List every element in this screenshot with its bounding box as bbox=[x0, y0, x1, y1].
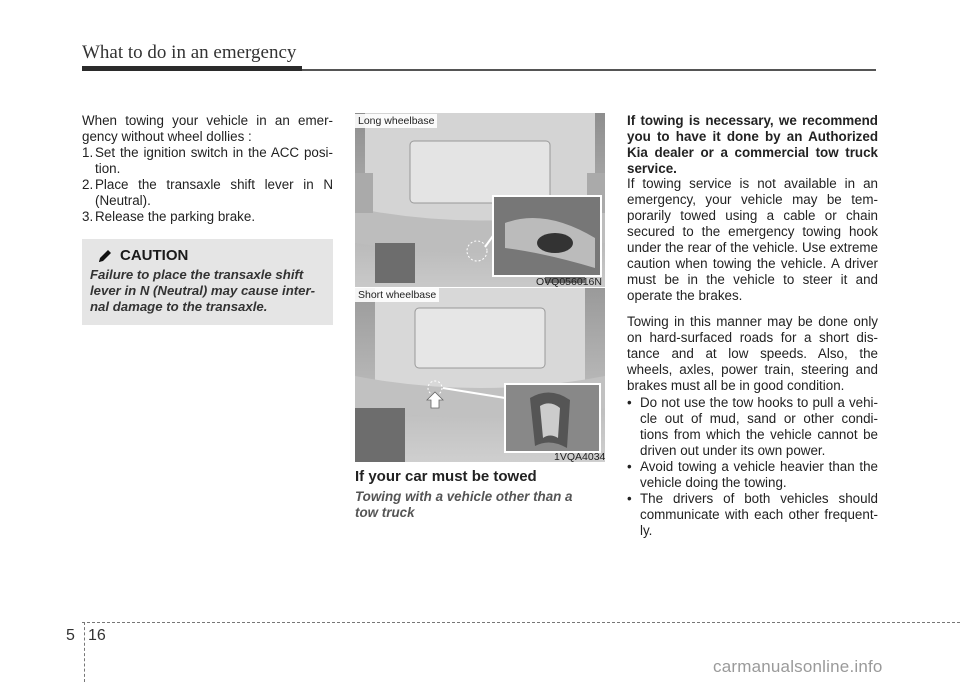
paragraph: If towing service is not available in an emergency, your vehicle may be tem- porarily towed using a cable or chain secured to the emergency towing hook under the rear of the vehicle. Use extreme caution when towing the vehicle. A driver must be in the vehicle to steer it and operate the brakes. bbox=[627, 176, 878, 303]
intro-paragraph: When towing your vehicle in an emer- gency without wheel dollies : bbox=[82, 113, 333, 144]
step-number: 3. bbox=[82, 209, 94, 224]
caution-box bbox=[82, 239, 333, 325]
bullet-item bbox=[627, 491, 878, 539]
section-subheading: Towing with a vehicle other than a tow truck bbox=[355, 489, 573, 520]
long-wheelbase-label: Long wheelbase bbox=[355, 114, 437, 128]
step-text: Set the ignition switch in the ACC posi- tion. bbox=[95, 145, 333, 176]
page-header-title: What to do in an emergency bbox=[82, 42, 297, 63]
step-text: Place the transaxle shift lever in N (Neutral). bbox=[95, 177, 333, 208]
bullet-text: Do not use the tow hooks to pull a vehi- cle out of mud, sand or other condi- tions from which the vehicle cannot be driven out under its own power. bbox=[640, 395, 878, 458]
step-item bbox=[82, 145, 333, 177]
step-number: 2. bbox=[82, 177, 94, 192]
chapter-number: 5 bbox=[66, 627, 75, 644]
figure-code: OVQ056016N bbox=[536, 276, 602, 288]
footer-divider bbox=[84, 622, 85, 682]
step-item bbox=[82, 177, 333, 209]
caution-text: Failure to place the transaxle shift lever in N (Neutral) may cause inter- nal damage to the transaxle. bbox=[90, 267, 315, 314]
footer-rule bbox=[82, 622, 960, 623]
short-wheelbase-photo bbox=[355, 288, 605, 462]
short-wheelbase-label: Short wheelbase bbox=[355, 288, 439, 302]
rear-vehicle-illustration bbox=[355, 113, 605, 287]
figure-code: 1VQA4034 bbox=[554, 451, 606, 463]
step-number: 1. bbox=[82, 145, 94, 160]
header-rule-thick bbox=[82, 66, 302, 71]
step-item bbox=[82, 209, 333, 225]
bullet-dot: • bbox=[627, 459, 632, 474]
paragraph: Towing in this manner may be done only on hard-surfaced roads for a short dis- tance and at low speeds. Also, the wheels, axles, power train, steering and brakes must all be in good condition. bbox=[627, 314, 878, 393]
bullet-dot: • bbox=[627, 491, 632, 506]
long-wheelbase-photo bbox=[355, 113, 605, 287]
bullet-text: Avoid towing a vehicle heavier than the vehicle doing the towing. bbox=[640, 459, 878, 490]
page-number: 16 bbox=[88, 627, 106, 644]
header-rule-thin bbox=[302, 69, 876, 71]
section-heading: If your car must be towed bbox=[355, 468, 537, 485]
caution-title bbox=[98, 247, 188, 264]
caution-title-text: CAUTION bbox=[120, 247, 189, 264]
step-text: Release the parking brake. bbox=[95, 209, 256, 224]
rear-vehicle-illustration bbox=[355, 288, 605, 462]
watermark-link[interactable]: carmanualsonline.info bbox=[713, 657, 883, 676]
pencil-icon bbox=[98, 249, 112, 263]
bullet-dot: • bbox=[627, 395, 632, 410]
lead-paragraph: If towing is necessary, we recommend you to have it done by an Authorized Kia dealer or a commercial tow truck service. bbox=[627, 113, 878, 176]
bullet-text: The drivers of both vehicles should communicate with each other frequent- ly. bbox=[640, 491, 878, 538]
bullet-item bbox=[627, 395, 878, 459]
bullet-item bbox=[627, 459, 878, 491]
